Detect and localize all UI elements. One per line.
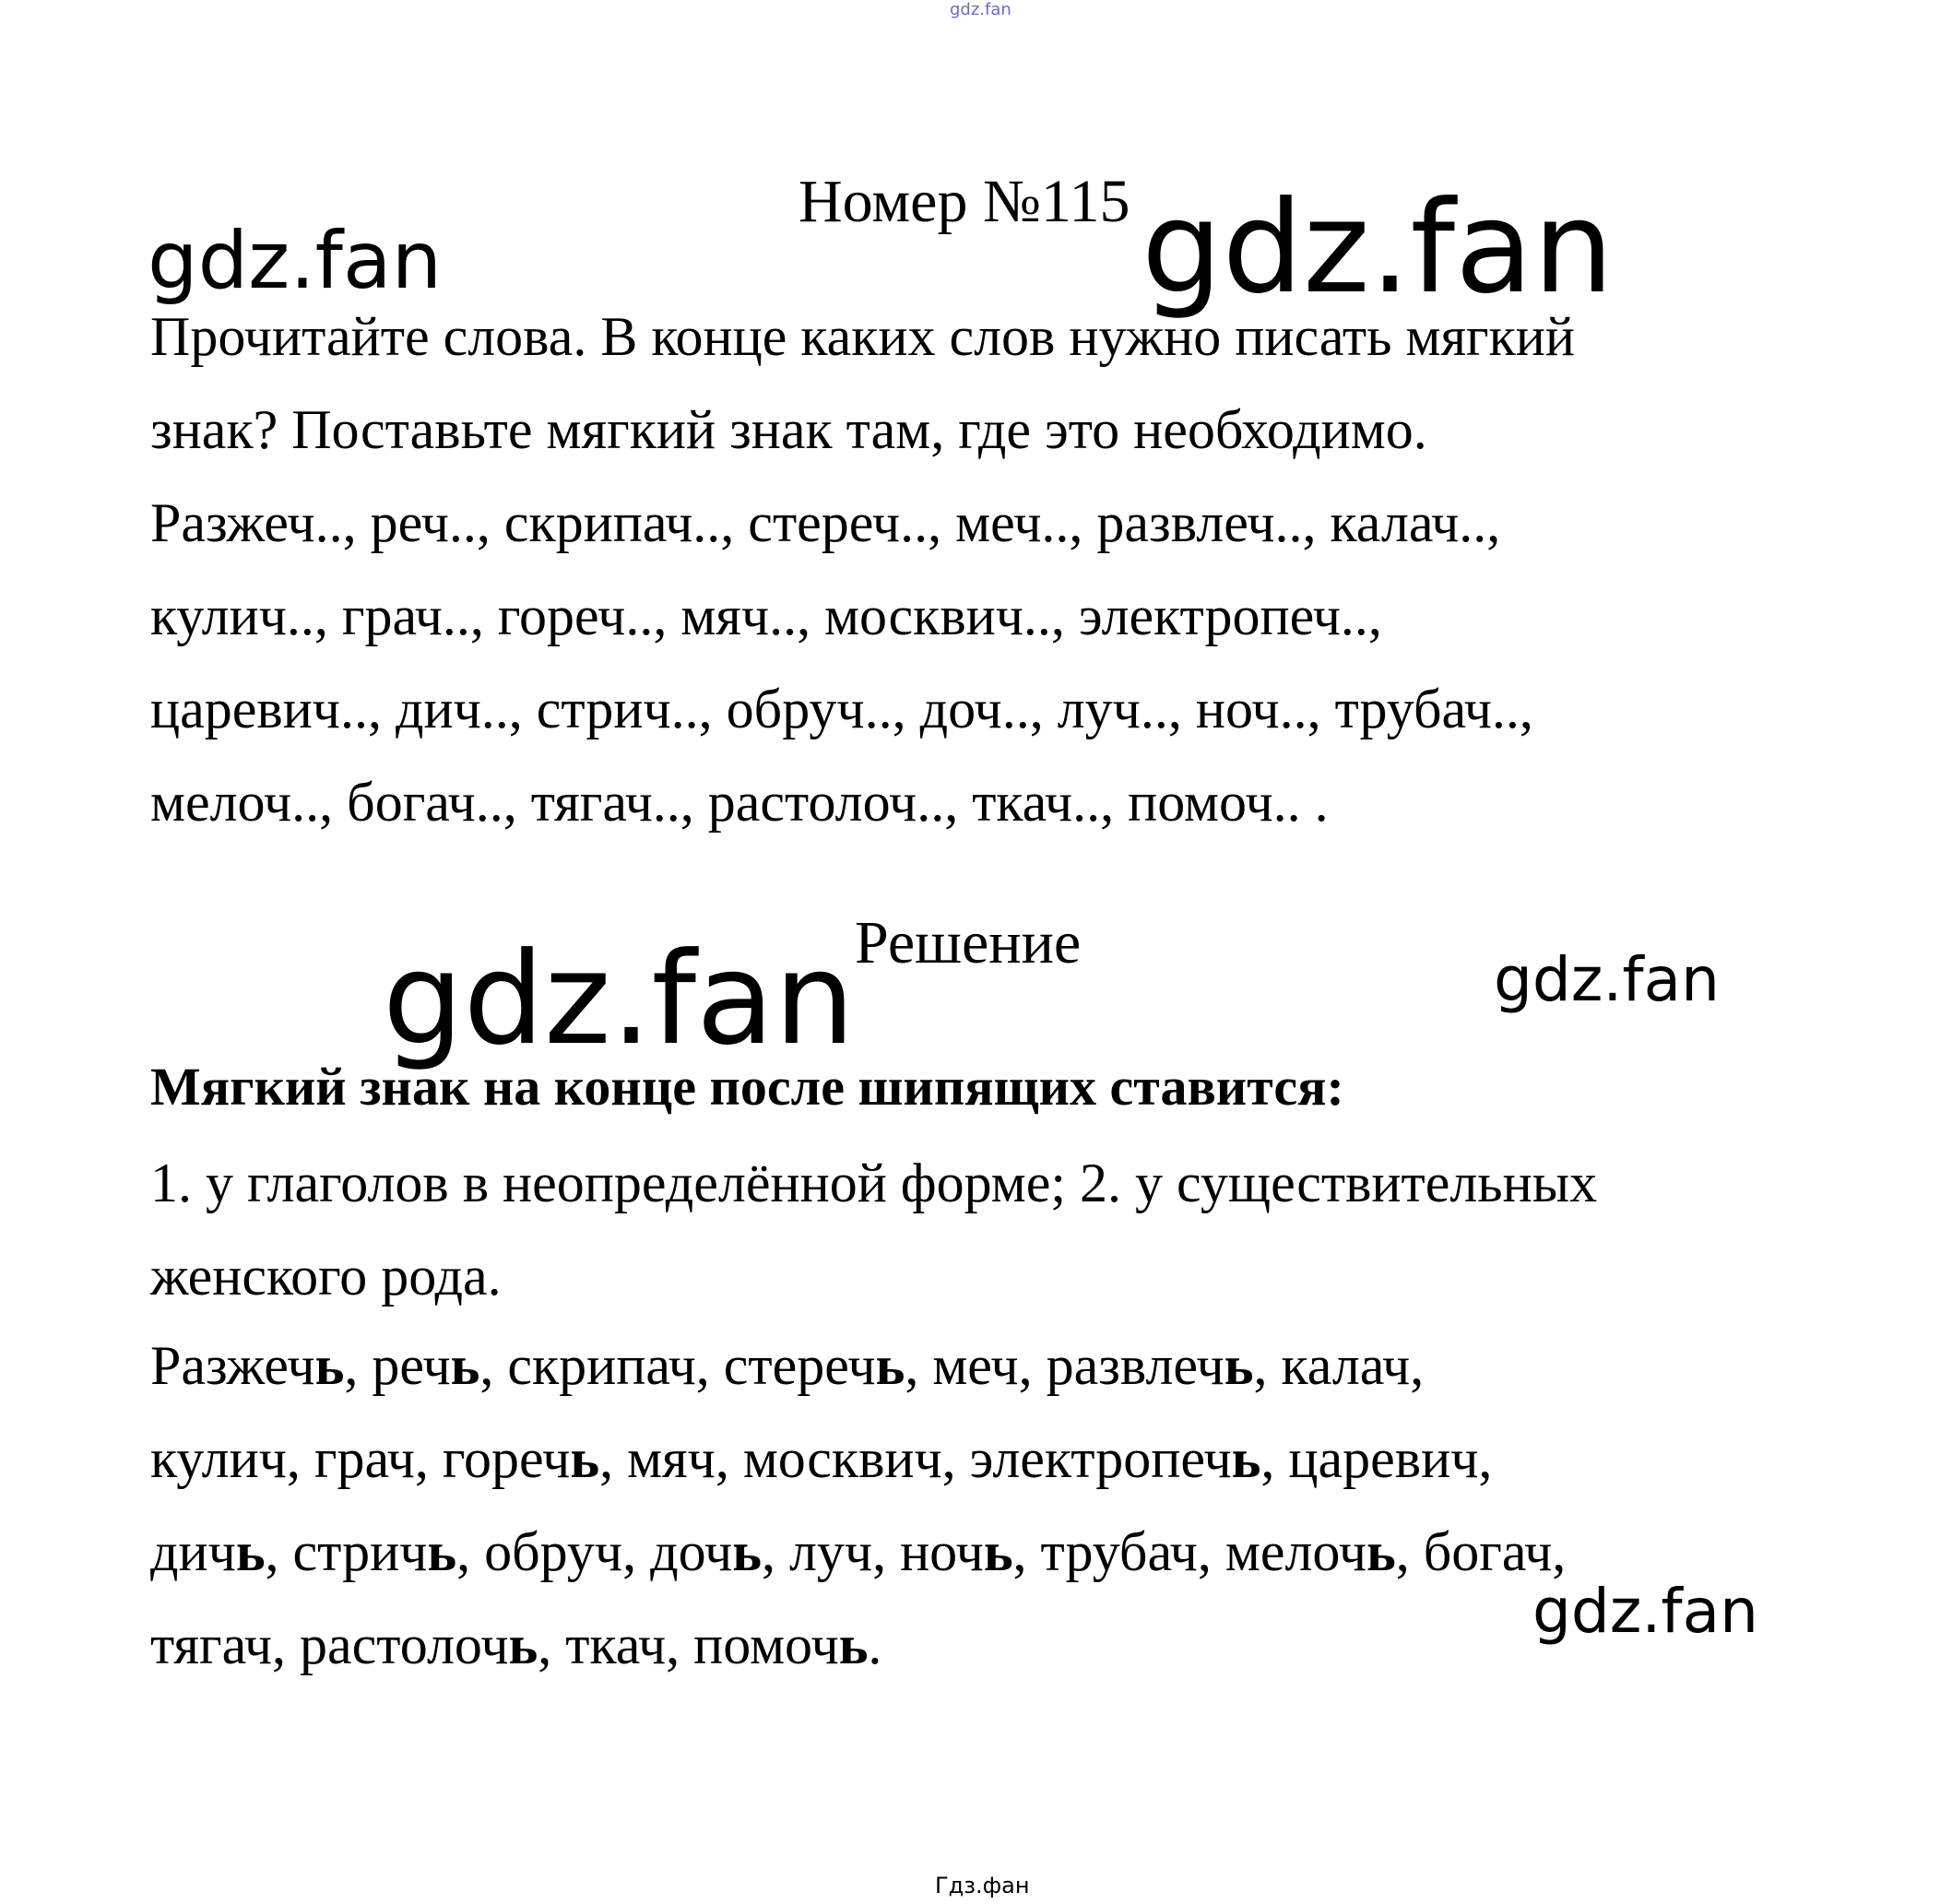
soft-sign: ь (427, 1521, 457, 1582)
answer-fragment: тягач, растолоч (150, 1614, 509, 1675)
watermark-5: gdz.fan (1532, 1576, 1758, 1647)
task-line: Разжеч.., реч.., скрипач.., стереч.., меч.., развлеч.., калач.., (150, 492, 1501, 553)
watermark-1: gdz.fan (148, 215, 443, 307)
answer-fragment: , ткач, помоч (538, 1614, 839, 1675)
rule-item: 2. у существительных женского рода. (150, 1153, 1598, 1307)
answer-fragment: кулич, грач, гореч (150, 1428, 571, 1489)
task-line: знак? Поставьте мягкий знак там, где это необходимо. (150, 399, 1427, 460)
answer-line (150, 1319, 1810, 1413)
solution-title: Решение (855, 909, 1082, 976)
rule-item: 1. у глаголов в неопределённой форме; (150, 1153, 1067, 1213)
answer-fragment: . (868, 1614, 882, 1675)
soft-sign: ь (314, 1335, 345, 1396)
answer-fragment: дич (150, 1521, 236, 1582)
answer-fragment: , луч, ноч (761, 1521, 984, 1582)
answer-fragment: , стрич (265, 1521, 428, 1582)
task-line: царевич.., дич.., стрич.., обруч.., доч.., луч.., ноч.., трубач.., (150, 679, 1533, 739)
rule-title: Мягкий знак на конце после шипящих ставится: (150, 1057, 1344, 1117)
soft-sign: ь (235, 1521, 266, 1582)
soft-sign: ь (732, 1521, 762, 1582)
watermark-3: gdz.fan (383, 925, 856, 1073)
watermark-top: gdz.fan (950, 0, 1011, 19)
watermark-bottom: Гдз.фан (935, 1873, 1030, 1898)
watermark-4: gdz.fan (1494, 944, 1720, 1015)
answer-line (150, 1413, 1810, 1506)
soft-sign: ь (450, 1335, 480, 1396)
soft-sign: ь (1366, 1521, 1396, 1582)
answer-fragment: , царевич, (1260, 1428, 1493, 1489)
soft-sign: ь (508, 1614, 538, 1675)
answer-fragment: , калач, (1253, 1335, 1425, 1396)
soft-sign: ь (838, 1614, 869, 1675)
answer-fragment: , обруч, доч (456, 1521, 733, 1582)
soft-sign: ь (570, 1428, 600, 1489)
task-title: Номер №115 (799, 168, 1130, 235)
answer-fragment: , трубач, мелоч (1012, 1521, 1367, 1582)
soft-sign: ь (983, 1521, 1013, 1582)
answer-fragment: , меч, развлеч (905, 1335, 1224, 1396)
answer-fragment: , мяч, москвич, электропеч (599, 1428, 1232, 1489)
watermark-2: gdz.fan (1142, 173, 1615, 322)
answer-fragment: , скрипач, стереч (479, 1335, 876, 1396)
soft-sign: ь (875, 1335, 905, 1396)
task-line: Прочитайте слова. В конце каких слов нужно писать мягкий (150, 306, 1576, 367)
soft-sign: ь (1231, 1428, 1261, 1489)
task-text (150, 290, 1810, 849)
task-line: кулич.., грач.., гореч.., мяч.., москвич.., электропеч.., (150, 585, 1382, 646)
answer-fragment: , богач, (1395, 1521, 1567, 1582)
answer-fragment: , реч (344, 1335, 451, 1396)
rules-list (150, 1137, 1810, 1323)
soft-sign: ь (1224, 1335, 1254, 1396)
answer-fragment: Разжеч (150, 1335, 315, 1396)
task-line: мелоч.., богач.., тягач.., растолоч.., ткач.., помоч.. . (150, 772, 1329, 833)
